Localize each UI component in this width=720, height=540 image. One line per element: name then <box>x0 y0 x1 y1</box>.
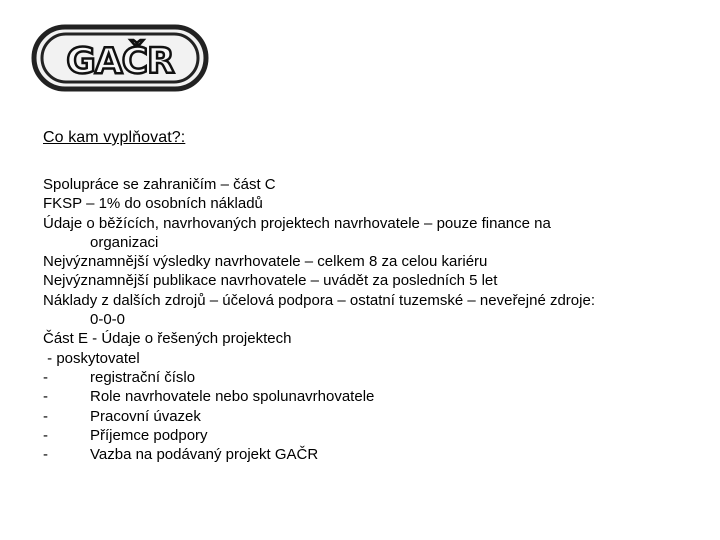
dash-bullet: - <box>43 446 48 464</box>
page-title: Co kam vyplňovat?: <box>43 129 186 146</box>
text-line: Část E - Údaje o řešených projektech <box>43 330 292 348</box>
dash-bullet: - <box>43 426 48 444</box>
list-item <box>43 426 703 445</box>
text-line: Údaje o běžících, navrhovaných projektech navrhovatele – pouze finance na <box>43 214 551 232</box>
list-item <box>43 387 703 406</box>
list-item <box>43 368 703 387</box>
list-item-text: Příjemce podpory <box>90 426 208 444</box>
text-line: - poskytovatel <box>43 349 140 367</box>
dash-bullet: - <box>43 407 48 425</box>
text-line: Nejvýznamnější publikace navrhovatele – uvádět za posledních 5 let <box>43 272 498 290</box>
text-line: FKSP – 1% do osobních nákladů <box>43 195 263 213</box>
text-line-continuation: organizaci <box>90 233 159 251</box>
logo-text: GAČR <box>66 41 174 82</box>
text-line: Náklady z dalších zdrojů – účelová podpora – ostatní tuzemské – neveřejné zdroje: <box>43 291 595 309</box>
dash-bullet: - <box>43 388 48 406</box>
text-line: Nejvýznamnější výsledky navrhovatele – celkem 8 za celou kariéru <box>43 253 488 271</box>
content <box>43 175 703 464</box>
gacr-logo <box>26 22 212 98</box>
list-item-text: Role navrhovatele nebo spolunavrhovatele <box>90 388 375 406</box>
list-item-text: Pracovní úvazek <box>90 407 201 425</box>
list-item-text: Vazba na podávaný projekt GAČR <box>90 446 319 464</box>
list-item <box>43 445 703 464</box>
list-item-text: registrační číslo <box>90 368 196 386</box>
list-item <box>43 407 703 426</box>
dash-bullet: - <box>43 368 48 386</box>
text-line-continuation: 0-0-0 <box>90 311 126 329</box>
text-line: Spolupráce se zahraničím – část C <box>43 176 276 193</box>
